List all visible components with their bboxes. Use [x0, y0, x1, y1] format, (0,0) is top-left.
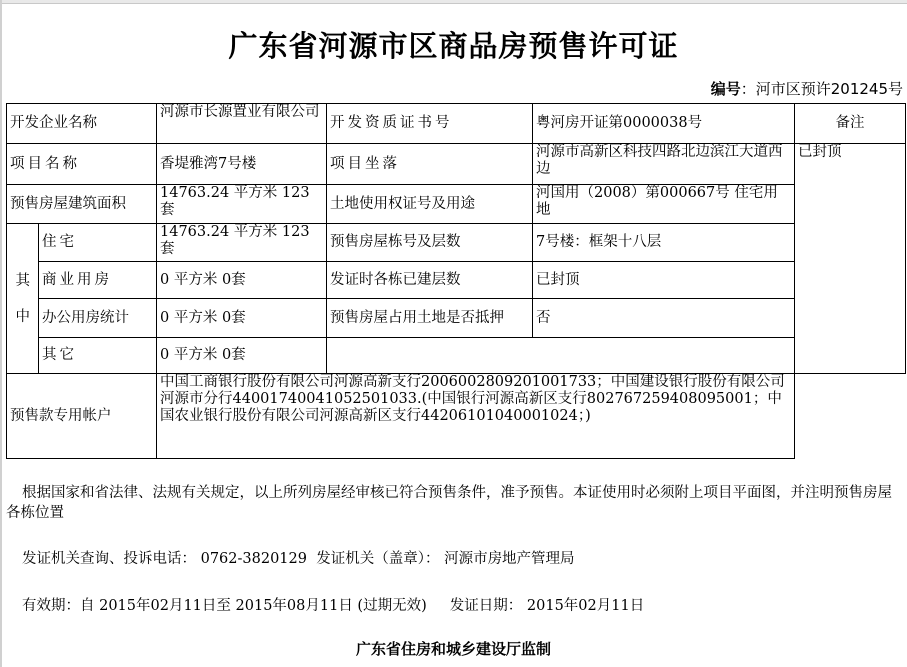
- project-name-value: 香堤雅湾7号楼: [157, 144, 327, 185]
- developer-value: 河源市长源置业有限公司: [157, 104, 327, 144]
- permit-table: [6, 103, 906, 459]
- permit-number: [711, 78, 903, 99]
- residential-value: 14763.24 平方米 123套: [157, 224, 327, 262]
- window-top-edge: [0, 0, 907, 4]
- statement-text: 根据国家和省法律、法规有关规定，以上所列房屋经审核已符合预售条件，准予预售。本证使用时必须附上项目平面图，并注明预售房屋各栋位置: [6, 485, 892, 521]
- area-value: 14763.24 平方米 123套: [157, 185, 327, 224]
- land-value: 河国用（2008）第000667号 住宅用地: [533, 185, 795, 224]
- land-label: 土地使用权证号及用途: [327, 185, 533, 224]
- building-label: 预售房屋栋号及层数: [327, 224, 533, 262]
- account-label: 预售款专用帐户: [7, 374, 157, 459]
- office-value: 0 平方米 0套: [157, 299, 327, 338]
- account-value: 中国工商银行股份有限公司河源高新支行2006002809201001733；中国建设银行股份有限公司河源市分行44001740041052501033.(中国银行河源高新区支行802767259408095001；中国农业银行股份有限公司河源高新区支行44206101040001024；): [157, 374, 795, 459]
- commercial-value: 0 平方米 0套: [157, 262, 327, 299]
- area-label: 预售房屋建筑面积: [7, 185, 157, 224]
- building-value: 7号楼：框架十八层: [533, 224, 795, 262]
- floors-built-label: 发证时各栋已建层数: [327, 262, 533, 299]
- qualification-value: 粤河房开证第0000038号: [533, 104, 795, 144]
- window-left-edge: [0, 0, 2, 667]
- empty-cell: [327, 338, 795, 374]
- remark-value: 已封顶: [795, 144, 906, 374]
- office-label: 办公用房统计: [39, 299, 157, 338]
- permit-number-value: ：河市区预许201245号: [740, 80, 903, 98]
- qualification-label: 开发资质证书号: [327, 104, 533, 144]
- account-spacer: [795, 374, 906, 459]
- footer-supervisor: 广东省住房和城乡建设厅监制: [355, 640, 551, 658]
- contact-info: 发证机关查询、投诉电话： 0762-3820129 发证机关（盖章）： 河源市房地产管理局: [22, 551, 575, 567]
- floors-built-value: 已封顶: [533, 262, 795, 299]
- project-name-label: 项目名称: [7, 144, 157, 185]
- remark-label: 备注: [795, 104, 906, 144]
- developer-label: 开发企业名称: [7, 104, 157, 144]
- residential-label: 住宅: [39, 224, 157, 262]
- location-value: 河源市高新区科技四路北边滨江大道西边: [533, 144, 795, 185]
- validity-info: 有效期：自 2015年02月11日至 2015年08月11日 (过期无效) 发证日期： 2015年02月11日: [22, 598, 645, 614]
- page-title: 广东省河源市区商品房预售许可证: [228, 29, 679, 63]
- mortgage-value: 否: [533, 299, 795, 338]
- mortgage-label: 预售房屋占用土地是否抵押: [327, 299, 533, 338]
- among-label: 其中: [7, 224, 39, 374]
- other-label: 其它: [39, 338, 157, 374]
- other-value: 0 平方米 0套: [157, 338, 327, 374]
- permit-number-label: 编号: [710, 80, 741, 98]
- location-label: 项目坐落: [327, 144, 533, 185]
- commercial-label: 商业用房: [39, 262, 157, 299]
